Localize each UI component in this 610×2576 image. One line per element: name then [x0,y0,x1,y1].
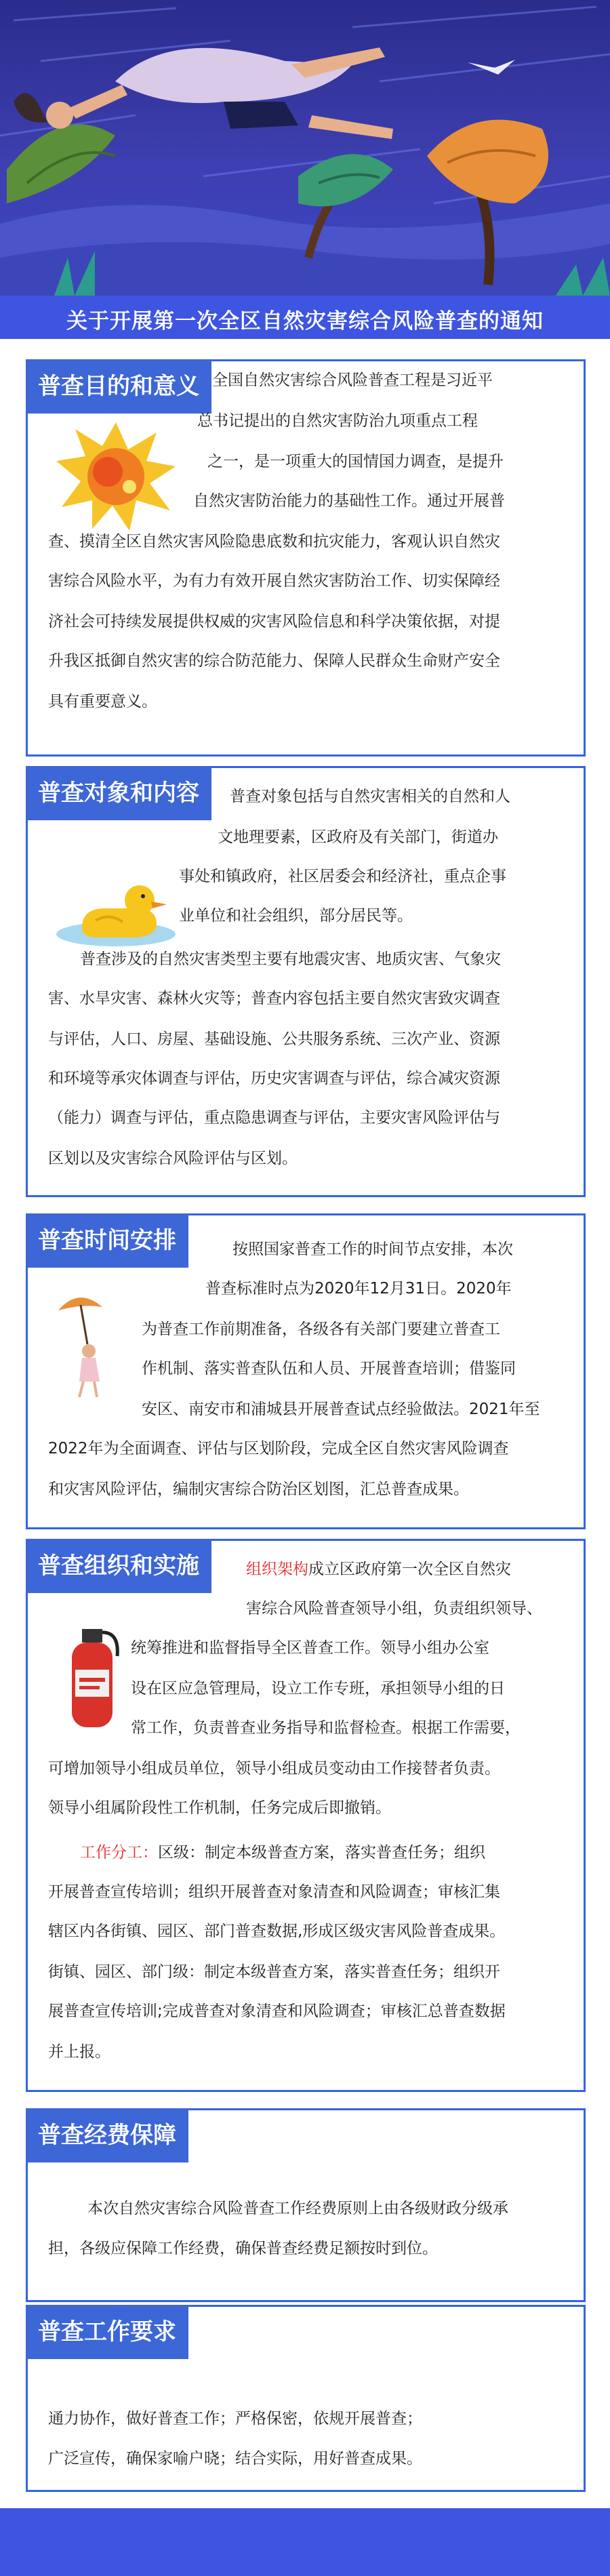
section-heading: 普查工作要求 [26,2305,188,2359]
text-line: 和环境等承灾体调查与评估，历史灾害调查与评估，综合减灾资源 [48,1070,500,1087]
text-line: 并上报。 [48,2043,110,2061]
text-line: 街镇、园区、部门级：制定本级普查方案，落实普查任务；组织开 [48,1963,500,1981]
text-line: 作机制、落实普查队伍和人员、开展普查培训；借鉴同 [142,1360,516,1377]
text-line: 之一，是一项重大的国情国力调查，是提升 [207,453,504,470]
text-line: 业单位和社会组织，部分居民等。 [179,907,413,925]
section-body [28,2307,584,2483]
section-funding [26,2108,586,2302]
work-label: 工作分工： [80,1844,158,1861]
text-line: 广泛宣传，确保家喻户晓；结合实际，用好普查成果。 [48,2450,422,2468]
text-line: 普查对象包括与自然灾害相关的自然和人 [230,788,510,805]
text-line: 开展普查宣传培训；组织开展普查对象清查和风险调查；审核汇集 [48,1883,500,1901]
section-heading: 普查经费保障 [26,2108,188,2162]
org-first-line [246,1556,511,1583]
text-line: 总书记提出的自然灾害防治九项重点工程 [197,412,478,430]
text-line: 和灾害风险评估，编制灾害综合防治区划图，汇总普查成果。 [48,1481,469,1498]
text-line: 辖区内各街镇、园区、部门普查数据,形成区级灾害风险普查成果。 [48,1923,506,1940]
text-line: 统筹推进和监督指导全区普查工作。领导小组办公室 [131,1639,489,1657]
work-first-line [80,1839,485,1866]
section-heading: 普查组织和实施 [26,1539,211,1593]
section-organization [26,1539,586,2092]
text-line: 与评估，人口、房屋、基础设施、公共服务系统、三次产业、资源 [48,1030,500,1048]
text-line: 可增加领导小组成员单位，领导小组成员变动由工作接替者负责。 [48,1760,500,1777]
text-line: 成立区政府第一次全区自然灾 [308,1561,511,1578]
text-line: 本次自然灾害综合风险普查工作经费原则上由各级财政分级承 [87,2200,508,2217]
section-body [28,2110,584,2293]
section-body [28,1215,584,1521]
section-heading: 普查时间安排 [26,1213,188,1268]
text-line: 2022年为全面调查、评估与区划阶段，完成全区自然灾害风险调查 [48,1440,509,1457]
page-title: 关于开展第一次全区自然灾害综合风险普查的通知 [66,309,544,334]
text-line: 文地理要素，区政府及有关部门，街道办 [218,828,498,846]
title-bar [0,296,610,339]
section-heading: 普查目的和意义 [26,359,211,414]
section-requirements [26,2305,586,2492]
hero-illustration [0,0,610,296]
text-line: 担，各级应保障工作经费，确保普查经费足额按时到位。 [48,2240,438,2257]
text-line: 升我区抵御自然灾害的综合防范能力、保障人民群众生命财产安全 [48,652,500,670]
text-line: 自然灾害防治能力的基础性工作。通过开展普 [193,492,505,510]
org-label: 组织架构 [246,1561,308,1578]
text-line: 按照国家普查工作的时间节点安排，本次 [232,1241,513,1258]
text-line: 具有重要意义。 [48,693,157,710]
text-line: 害综合风险普查领导小组，负责组织领导、 [246,1600,542,1617]
footer-bar [0,2508,610,2576]
text-line: 全国自然灾害综合风险普查工程是习近平 [212,371,493,389]
section-body [28,1541,584,2083]
text-line: 济社会可持续发展提供权威的灾害风险信息和科学决策依据，对提 [48,613,500,630]
text-line: （能力）调查与评估，重点隐患调查与评估，主要灾害风险评估与 [48,1109,500,1127]
text-line: 普查标准时点为2020年12月31日。2020年 [205,1280,512,1297]
text-line: 害、水旱灾害、森林火灾等；普查内容包括主要自然灾害致灾调查 [48,990,500,1007]
text-line: 常工作，负责普查业务指导和监督检查。根据工作需要， [131,1719,521,1737]
text-line: 事处和镇政府，社区居委会和经济社，重点企事 [179,868,506,885]
text-line: 安区、南安市和浦城县开展普查试点经验做法。2021年至 [142,1401,540,1418]
text-line: 普查涉及的自然灾害类型主要有地震灾害、地质灾害、气象灾 [80,950,501,968]
text-line: 区划以及灾害综合风险评估与区划。 [48,1150,298,1167]
section-body [28,361,584,741]
section-schedule [26,1213,586,1529]
leaf-bush-icon [7,124,115,203]
text-line: 查、摸清全区自然灾害风险隐患底数和抗灾能力，客观认识自然灾 [48,533,500,550]
section-content [26,766,586,1197]
section-heading: 普查对象和内容 [26,766,211,820]
text-line: 区级：制定本级普查方案，落实普查任务；组织 [158,1844,485,1861]
text-line: 设在区应急管理局，设立工作专班，承担领导小组的日 [131,1680,505,1697]
text-line: 领导小组属阶段性工作机制，任务完成后即撤销。 [48,1799,391,1817]
text-line: 害综合风险水平，为有力有效开展自然灾害防治工作、切实保障经 [48,572,500,590]
text-line: 通力协作，做好普查工作；严格保密，依规开展普查； [48,2410,422,2428]
section-body [28,768,584,1188]
section-purpose [26,359,586,757]
text-line: 展普查宣传培训;完成普查对象清查和风险调查；审核汇总普查数据 [48,2003,506,2020]
text-line: 为普查工作前期准备，各级各有关部门要建立普查工 [142,1321,500,1338]
